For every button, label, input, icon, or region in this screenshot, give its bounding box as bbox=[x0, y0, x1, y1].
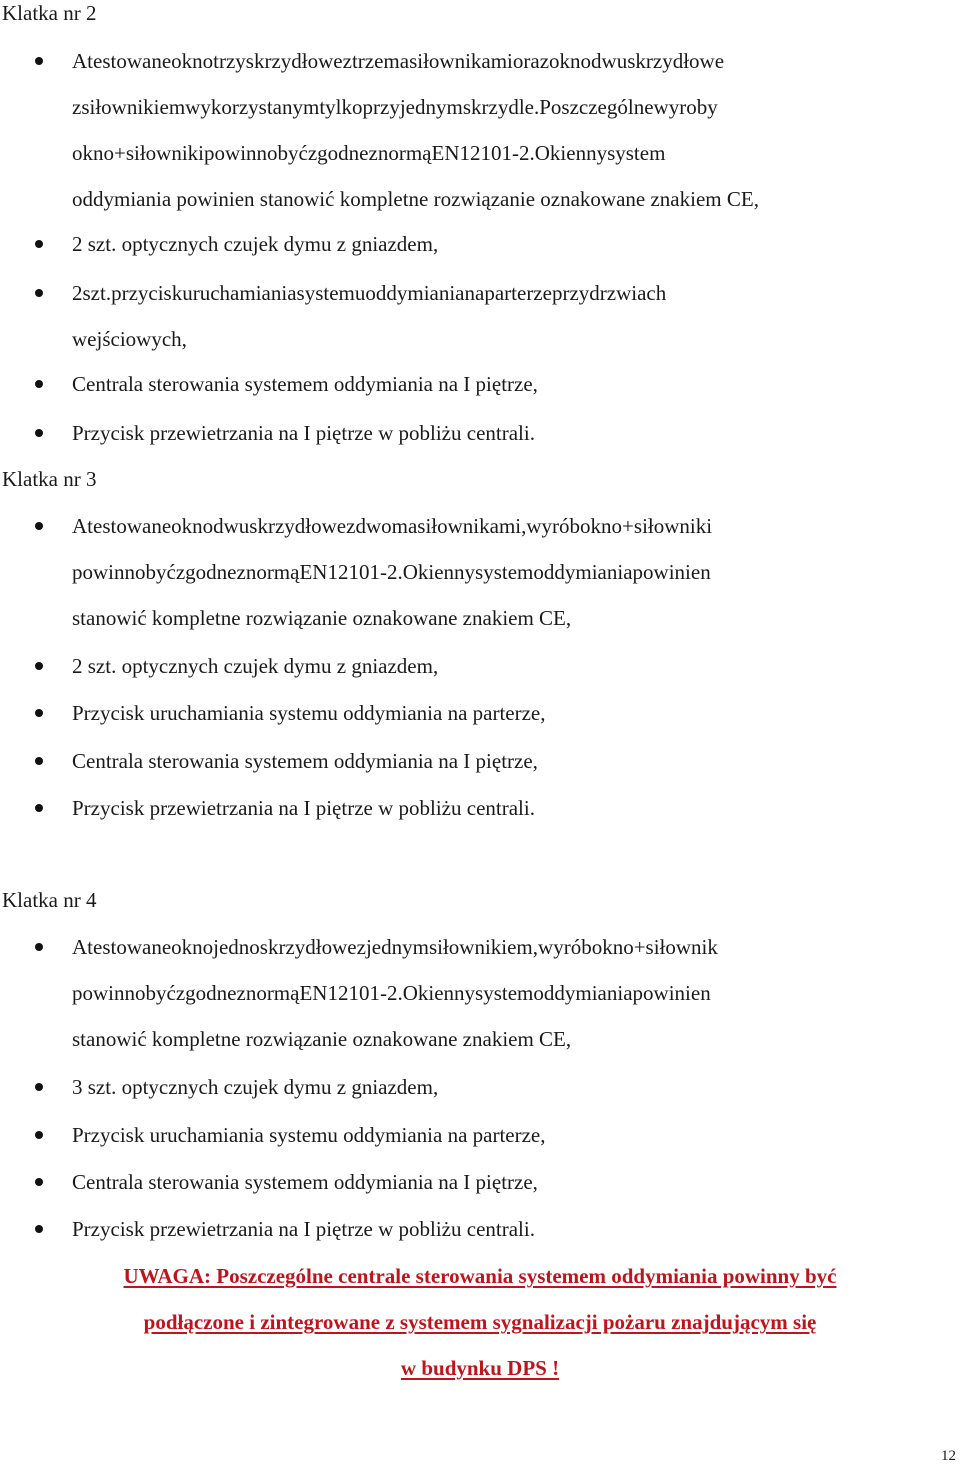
word: powinien bbox=[632, 981, 711, 1005]
word: wykorzystanym bbox=[185, 95, 320, 119]
word: siłownikami bbox=[409, 49, 513, 73]
list-item-text: Centrala sterowania systemem oddymiania na I piętrze, bbox=[72, 372, 538, 396]
word: wyrób bbox=[538, 935, 592, 959]
list-item-text: Centrala sterowania systemem oddymiania na I piętrze, bbox=[72, 1170, 538, 1194]
section-heading-klatka-2: Klatka nr 2 bbox=[2, 1, 97, 25]
word: + bbox=[633, 935, 646, 959]
warning-line: w budynku DPS ! bbox=[400, 1356, 560, 1380]
warning-line: UWAGA: Poszczególne centrale sterowania systemem oddymiania powinny być bbox=[123, 1264, 837, 1288]
list-item-text: Przycisk przewietrzania na I piętrze w pobliżu centrali. bbox=[72, 796, 535, 820]
text-line bbox=[72, 130, 960, 176]
bullet-icon bbox=[35, 1178, 43, 1186]
word: z bbox=[356, 935, 366, 959]
text-line bbox=[72, 503, 960, 549]
word: uruchamiania bbox=[182, 281, 297, 305]
list-item-text bbox=[72, 503, 960, 641]
warning-line: podłączone i zintegrowane z systemem sygnalizacji pożaru znajdującym się bbox=[143, 1310, 817, 1334]
word: drzwiach bbox=[589, 281, 667, 305]
word: jednoskrzydłowe bbox=[213, 935, 357, 959]
text-line: wejściowych, bbox=[72, 327, 187, 351]
list-item-text bbox=[72, 38, 960, 222]
word: skrzydle. bbox=[462, 95, 540, 119]
section-heading-klatka-4: Klatka nr 4 bbox=[2, 888, 97, 912]
word: system bbox=[607, 141, 666, 165]
word: normą bbox=[245, 560, 300, 584]
warning-note bbox=[0, 1253, 960, 1391]
bullet-icon bbox=[35, 289, 43, 297]
word: + bbox=[622, 514, 634, 538]
word: systemu bbox=[296, 281, 366, 305]
word: okno bbox=[171, 514, 214, 538]
word: EN bbox=[431, 141, 460, 165]
bullet-icon bbox=[35, 522, 43, 530]
word: być bbox=[145, 560, 176, 584]
word: z bbox=[346, 514, 356, 538]
bullet-icon bbox=[35, 1225, 43, 1233]
text-line bbox=[72, 549, 960, 595]
word: z bbox=[236, 981, 246, 1005]
bullet-icon bbox=[35, 757, 43, 765]
bullet-icon bbox=[35, 804, 43, 812]
word: siłownikami, bbox=[417, 514, 527, 538]
text-line bbox=[72, 270, 960, 316]
list-item-text: Centrala sterowania systemem oddymiania na I piętrze, bbox=[72, 749, 538, 773]
word: 12101-2. bbox=[459, 141, 535, 165]
word: z bbox=[342, 49, 352, 73]
word: oddymiania bbox=[365, 281, 465, 305]
word: z bbox=[236, 560, 246, 584]
word: siłownikiem bbox=[81, 95, 186, 119]
bullet-icon bbox=[35, 1083, 43, 1091]
list-item-text: Przycisk uruchamiania systemu oddymiania na parterze, bbox=[72, 701, 546, 725]
word: jednym bbox=[365, 935, 429, 959]
word: wyroby bbox=[653, 95, 718, 119]
word: na bbox=[464, 281, 485, 305]
word: dwuskrzydłowe bbox=[591, 49, 725, 73]
section-heading-klatka-3: Klatka nr 3 bbox=[2, 467, 97, 491]
word: EN bbox=[299, 560, 328, 584]
text-line bbox=[72, 970, 960, 1016]
word: okno bbox=[171, 49, 214, 73]
word: dwuskrzydłowe bbox=[213, 514, 347, 538]
list-item-text: 3 szt. optycznych czujek dymu z gniazdem, bbox=[72, 1075, 439, 1099]
word: 12101-2. bbox=[327, 560, 403, 584]
word: tylko bbox=[319, 95, 363, 119]
text-line: oddymiania powinien stanowić kompletne rozwiązanie oznakowane znakiem CE, bbox=[72, 187, 759, 211]
word: oddymiania bbox=[533, 981, 633, 1005]
word: siłownikiem, bbox=[428, 935, 539, 959]
word: Okienny bbox=[402, 560, 476, 584]
word: okno bbox=[549, 49, 592, 73]
text-line bbox=[72, 84, 960, 130]
word: + bbox=[114, 141, 126, 165]
word: system bbox=[475, 560, 534, 584]
word: powinien bbox=[632, 560, 711, 584]
word: zgodne bbox=[175, 981, 237, 1005]
word: powinno bbox=[72, 560, 146, 584]
word: oddymiania bbox=[533, 560, 633, 584]
word: szt. bbox=[82, 281, 112, 305]
list-item-text: Przycisk uruchamiania systemu oddymiania na parterze, bbox=[72, 1123, 546, 1147]
word: zgodne bbox=[175, 560, 237, 584]
bullet-icon bbox=[35, 57, 43, 65]
word: zgodne bbox=[307, 141, 369, 165]
word: okno bbox=[72, 141, 114, 165]
bullet-icon bbox=[35, 1131, 43, 1139]
word: trzema bbox=[351, 49, 410, 73]
bullet-icon bbox=[35, 662, 43, 670]
text-line bbox=[72, 38, 960, 84]
word: Okienny bbox=[534, 141, 608, 165]
word: 12101-2. bbox=[327, 981, 403, 1005]
bullet-icon bbox=[35, 380, 43, 388]
word: z bbox=[72, 95, 82, 119]
text-line: stanowić kompletne rozwiązanie oznakowane znakiem CE, bbox=[72, 606, 572, 630]
word: normą bbox=[377, 141, 432, 165]
word: normą bbox=[245, 981, 300, 1005]
word: okno bbox=[171, 935, 214, 959]
word: parterze bbox=[484, 281, 552, 305]
word: wyrób bbox=[526, 514, 581, 538]
word: Atestowane bbox=[72, 49, 172, 73]
list-item-text: 2 szt. optycznych czujek dymu z gniazdem, bbox=[72, 232, 439, 256]
bullet-icon bbox=[35, 240, 43, 248]
word: Okienny bbox=[402, 981, 476, 1005]
text-line bbox=[72, 924, 960, 970]
word: przy bbox=[362, 95, 400, 119]
word: Atestowane bbox=[72, 935, 172, 959]
list-item-text bbox=[72, 270, 960, 362]
bullet-icon bbox=[35, 943, 43, 951]
word: oraz bbox=[512, 49, 550, 73]
word: EN bbox=[299, 981, 328, 1005]
word: siłowniki bbox=[125, 141, 205, 165]
bullet-icon bbox=[35, 709, 43, 717]
word: być bbox=[145, 981, 176, 1005]
word: Poszczególne bbox=[539, 95, 654, 119]
list-item-text: Przycisk przewietrzania na I piętrze w pobliżu centrali. bbox=[72, 1217, 535, 1241]
list-item-text: 2 szt. optycznych czujek dymu z gniazdem, bbox=[72, 654, 439, 678]
word: Atestowane bbox=[72, 514, 172, 538]
page-number: 12 bbox=[941, 1448, 956, 1464]
word: powinno bbox=[204, 141, 278, 165]
text-line: stanowić kompletne rozwiązanie oznakowane znakiem CE, bbox=[72, 1027, 572, 1051]
word: trzyskrzydłowe bbox=[213, 49, 343, 73]
word: okno bbox=[591, 935, 634, 959]
word: siłownik bbox=[645, 935, 718, 959]
word: okno bbox=[580, 514, 623, 538]
bullet-icon bbox=[35, 429, 43, 437]
word: jednym bbox=[399, 95, 463, 119]
word: być bbox=[277, 141, 308, 165]
list-item-text: Przycisk przewietrzania na I piętrze w pobliżu centrali. bbox=[72, 421, 535, 445]
word: z bbox=[368, 141, 378, 165]
word: dwoma bbox=[355, 514, 418, 538]
word: siłowniki bbox=[633, 514, 713, 538]
list-item-text bbox=[72, 924, 960, 1062]
word: przy bbox=[551, 281, 590, 305]
word: system bbox=[475, 981, 534, 1005]
word: przycisk bbox=[111, 281, 183, 305]
word: 2 bbox=[72, 281, 83, 305]
word: powinno bbox=[72, 981, 146, 1005]
